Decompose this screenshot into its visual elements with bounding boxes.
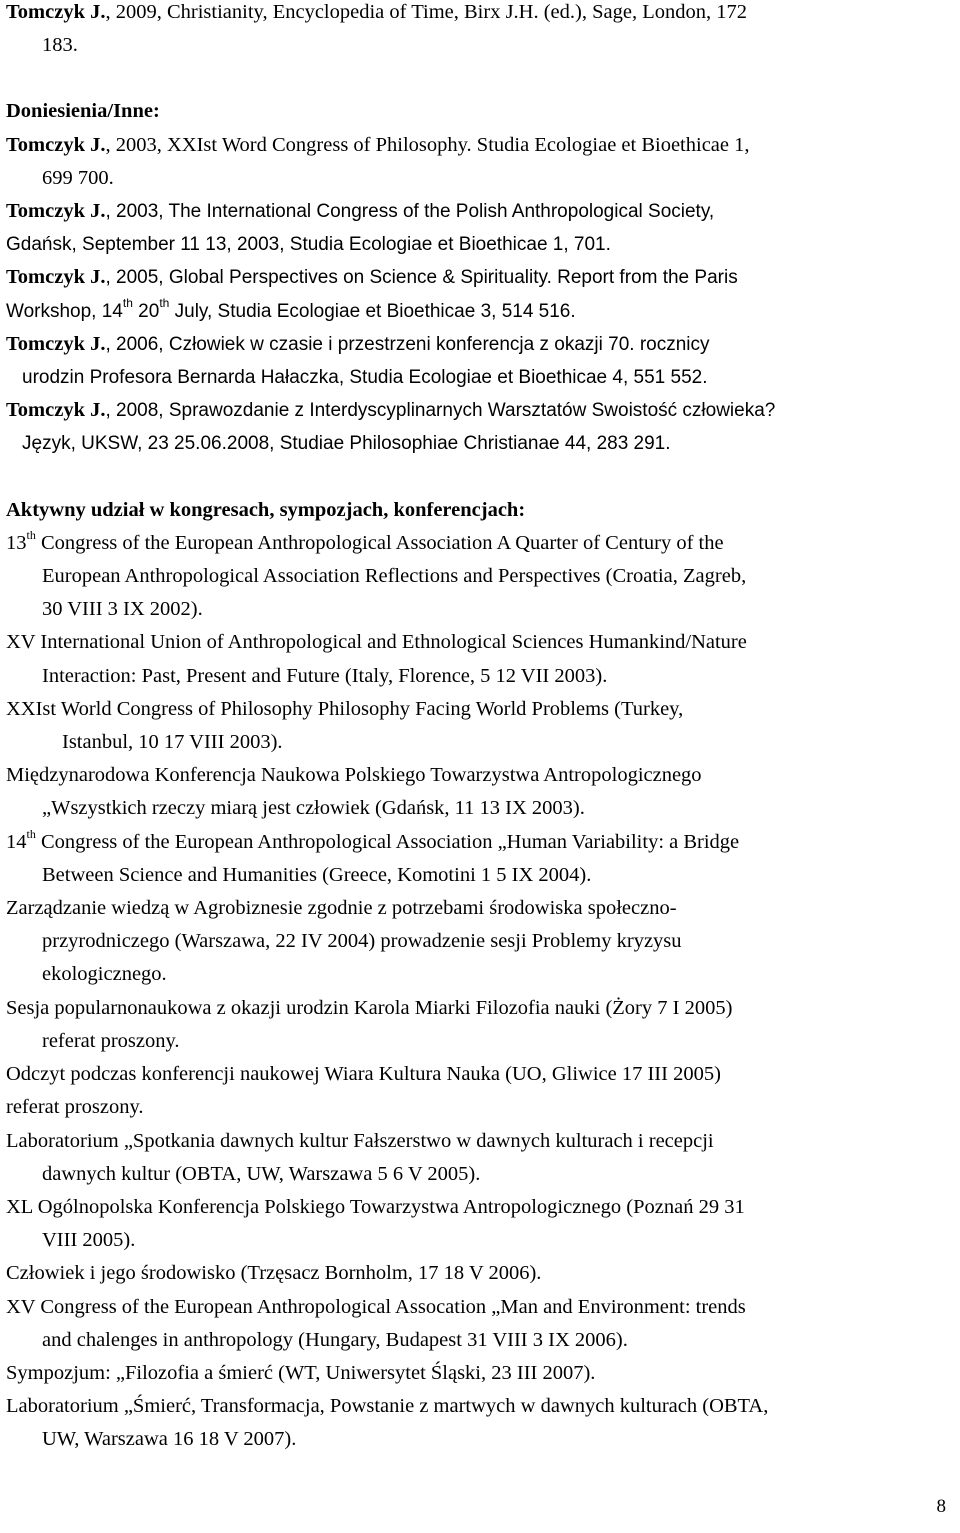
page-number: 8: [936, 1496, 946, 1517]
author-name: Tomczyk J.: [6, 332, 106, 355]
conference-entry: XXIst World Congress of Philosophy Philosophy Facing World Problems (Turkey, Istanbul, 10 17 VIII 2003).: [6, 697, 684, 754]
bibliography-entry: Tomczyk J., 2008, Sprawozdanie z Interdyscyplinarnych Warsztatów Swoistość człowieka? Język, UKSW, 23 25.06.2008, Studiae Philosophiae Christianae 44, 283 291.: [6, 399, 776, 455]
conference-entry: Laboratorium „Śmierć, Transformacja, Powstanie z martwych w dawnych kulturach (OBTA, UW, Warszawa 16 18 V 2007).: [6, 1395, 769, 1451]
conference-entry: Laboratorium „Spotkania dawnych kultur Fałszerstwo w dawnych kulturach i recepcji dawnych kultur (OBTA, UW, Warszawa 5 6 V 2005).: [6, 1129, 714, 1185]
bibliography-entry: [6, 0, 954, 62]
conference-entry: XV Congress of the European Anthropological Assocation „Man and Environment: trends and chalenges in anthropology (Hungary, Budapest 31 VIII 3 IX 2006).: [6, 1295, 746, 1351]
section-heading-udzial: Aktywny udział w kongresach, sympozjach, konferencjach:: [6, 498, 526, 521]
author-name: Tomczyk J.: [6, 399, 106, 422]
bibliography-entry: Tomczyk J., 2003, XXIst Word Congress of Philosophy. Studia Ecologiae et Bioethicae 1, 699 700.: [6, 133, 750, 189]
bibliography-entry: Tomczyk J., 2005, Global Perspectives on Science & Spirituality. Report from the Paris Workshop, 14th 20th July, Studia Ecologiae et Bioethicae 3, 514 516.: [6, 266, 738, 322]
conference-entry: Sympozjum: „Filozofia a śmierć (WT, Uniwersytet Śląski, 23 III 2007).: [6, 1361, 596, 1384]
conference-entry: Odczyt podczas konferencji naukowej Wiara Kultura Nauka (UO, Gliwice 17 III 2005) referat proszony.: [6, 1063, 721, 1119]
conference-entry: Międzynarodowa Konferencja Naukowa Polskiego Towarzystwa Antropologicznego „Wszystkich rzeczy miarą jest człowiek (Gdańsk, 11 13 IX 2003).: [6, 764, 702, 820]
entry-text: , 2009, Christianity, Encyclopedia of Time, Birx J.H. (ed.), Sage, London, 172: [105, 1, 747, 23]
bibliography-entry: Tomczyk J., 2006, Człowiek w czasie i przestrzeni konferencja z okazji 70. rocznicy urodzin Profesora Bernarda Hałaczka, Studia Ecologiae et Bioethicae 4, 551 552.: [6, 332, 710, 389]
conference-entry: Sesja popularnonaukowa z okazji urodzin Karola Miarki Filozofia nauki (Żory 7 I 2005) referat proszony.: [6, 996, 733, 1052]
conference-entry: XL Ogólnopolska Konferencja Polskiego Towarzystwa Antropologicznego (Poznań 29 31 VIII 2005).: [6, 1195, 745, 1252]
conference-entry: XV International Union of Anthropological and Ethnological Sciences Humankind/Nature Interaction: Past, Present and Future (Italy, Florence, 5 12 VII 2003).: [6, 631, 747, 687]
conference-entry: 14th Congress of the European Anthropological Association „Human Variability: a Bridge Between Science and Humanities (Greece, Komotini 1 5 IX 2004).: [6, 826, 740, 886]
bibliography-entry: Tomczyk J., 2003, The International Congress of the Polish Anthropological Society, Gdańsk, September 11 13, 2003, Studia Ecologiae et Bioethicae 1, 701.: [6, 200, 715, 256]
author-name: Tomczyk J.: [6, 1, 106, 23]
conference-entry: Zarządzanie wiedzą w Agrobiznesie zgodnie z potrzebami środowiska społeczno- przyrodniczego (Warszawa, 22 IV 2004) prowadzenie sesji Problemy kryzysu ekologicznego.: [6, 897, 682, 986]
author-name: Tomczyk J.: [6, 266, 106, 289]
section-heading-inne: Doniesienia/Inne:: [6, 100, 160, 123]
conference-entry: 13th Congress of the European Anthropological Association A Quarter of Century of the European Anthropological Association Reflections and Perspectives (Croatia, Zagreb, 30 VIII 3 IX 2002).: [6, 528, 747, 621]
entry-continuation: 183.: [42, 34, 78, 57]
conference-entry: Człowiek i jego środowisko (Trzęsacz Bornholm, 17 18 V 2006).: [6, 1262, 542, 1285]
author-name: Tomczyk J.: [6, 133, 106, 156]
author-name: Tomczyk J.: [6, 200, 106, 223]
